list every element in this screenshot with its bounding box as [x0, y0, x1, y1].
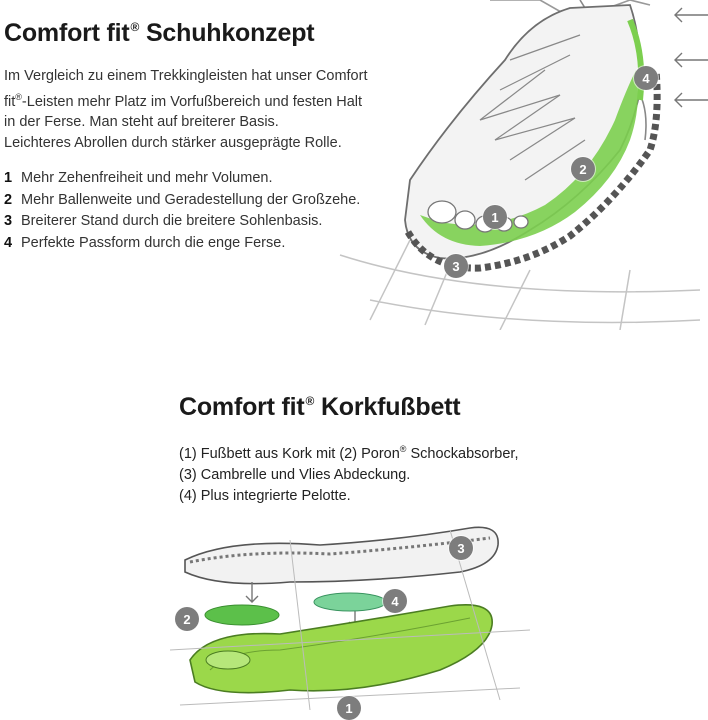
list-item: 2 Mehr Ballenweite und Geradestellung der Großzehe.: [4, 191, 361, 208]
intro-line: Leichteres Abrollen durch stärker ausgeprägte Rolle.: [4, 134, 342, 151]
badge-1: 1: [483, 205, 507, 229]
intro-line: fit®-Leisten mehr Platz im Vorfußbereich und festen Halt: [4, 91, 363, 110]
list-item: 3 Breiterer Stand durch die breitere Sohlenbasis.: [4, 213, 323, 229]
feature-line: (4) Plus integrierte Pelotte.: [179, 488, 351, 504]
intro-line: Im Vergleich zu einem Trekkingleisten hat unser Comfort: [4, 68, 368, 84]
badge-3: 3: [444, 254, 468, 278]
list-item: 1 Mehr Zehenfreiheit und mehr Volumen.: [4, 170, 273, 186]
intro-line: in der Ferse. Man steht auf breiterer Basis.: [4, 114, 279, 130]
list-item: 4 Perfekte Passform durch die enge Ferse.: [4, 234, 286, 251]
shoe-sketch-illustration: [330, 0, 708, 330]
section2-title: Comfort fit® Korkfußbett: [179, 393, 461, 421]
badge-3: 3: [449, 536, 473, 560]
feature-line: (1) Fußbett aus Kork mit (2) Poron® Schockabsorber,: [179, 444, 519, 462]
section1-title: Comfort fit® Schuhkonzept: [4, 19, 315, 47]
badge-4: 4: [634, 66, 658, 90]
badge-1: 1: [337, 696, 361, 720]
footbed-layers-illustration: [170, 510, 530, 720]
badge-4: 4: [383, 589, 407, 613]
badge-2: 2: [175, 607, 199, 631]
feature-line: (3) Cambrelle und Vlies Abdeckung.: [179, 467, 411, 483]
footbed-features: [179, 439, 518, 507]
benefit-list: [4, 168, 360, 254]
badge-2: 2: [571, 157, 595, 181]
